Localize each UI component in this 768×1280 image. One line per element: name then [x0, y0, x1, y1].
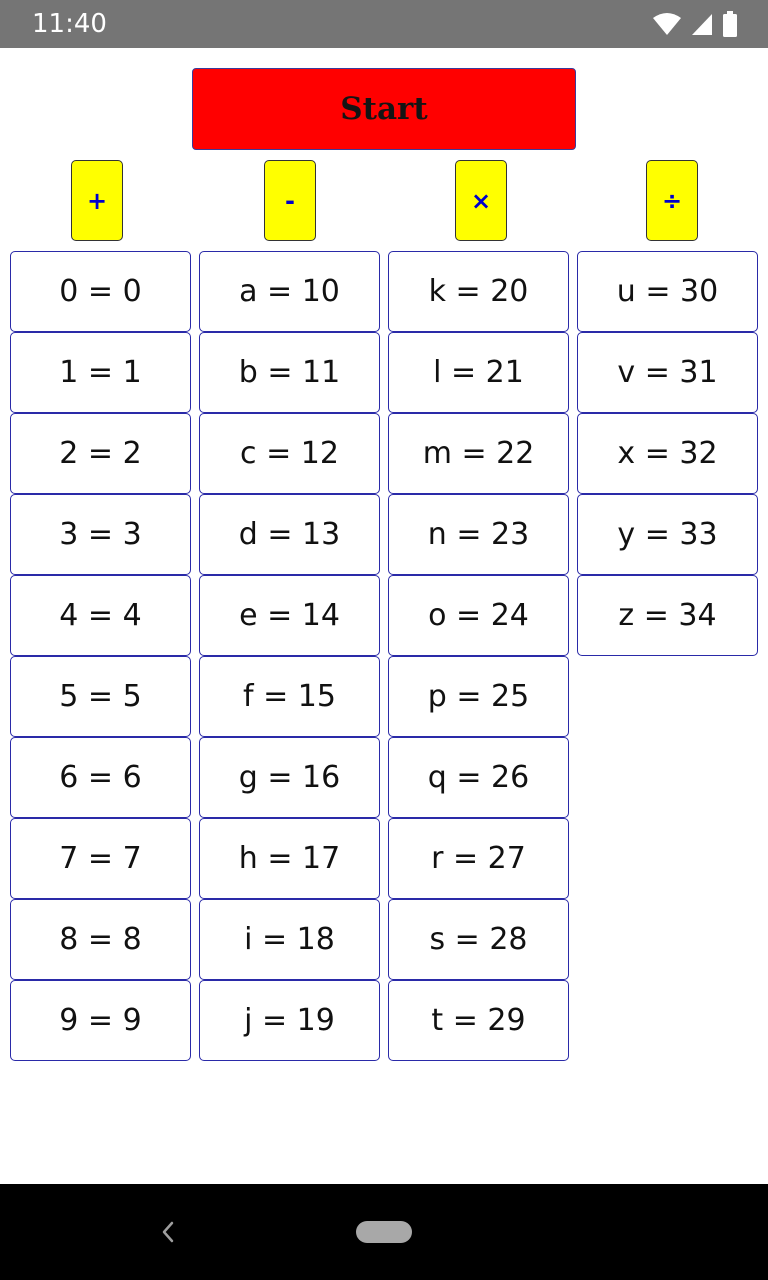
value-cell[interactable]: y = 33	[577, 494, 758, 575]
divide-button[interactable]: ÷	[646, 160, 698, 241]
value-cell[interactable]: b = 11	[199, 332, 380, 413]
value-cell[interactable]: c = 12	[199, 413, 380, 494]
back-icon[interactable]	[156, 1220, 180, 1244]
value-grid	[10, 251, 758, 1061]
value-cell[interactable]: p = 25	[388, 656, 569, 737]
value-cell[interactable]: f = 15	[199, 656, 380, 737]
value-cell[interactable]: q = 26	[388, 737, 569, 818]
status-time: 11:40	[32, 9, 107, 39]
value-cell[interactable]: a = 10	[199, 251, 380, 332]
plus-button[interactable]: +	[71, 160, 123, 241]
value-cell[interactable]: t = 29	[388, 980, 569, 1061]
value-cell[interactable]: 5 = 5	[10, 656, 191, 737]
value-cell[interactable]: m = 22	[388, 413, 569, 494]
signal-icon	[690, 12, 714, 36]
value-cell[interactable]: j = 19	[199, 980, 380, 1061]
value-cell[interactable]: 6 = 6	[10, 737, 191, 818]
value-cell[interactable]: 2 = 2	[10, 413, 191, 494]
value-cell[interactable]: l = 21	[388, 332, 569, 413]
status-bar	[0, 0, 768, 48]
value-cell[interactable]: s = 28	[388, 899, 569, 980]
status-icons	[652, 11, 738, 37]
value-cell[interactable]: 0 = 0	[10, 251, 191, 332]
value-cell[interactable]: d = 13	[199, 494, 380, 575]
value-cell[interactable]: u = 30	[577, 251, 758, 332]
home-icon[interactable]	[356, 1221, 412, 1243]
value-cell[interactable]: n = 23	[388, 494, 569, 575]
value-cell[interactable]: i = 18	[199, 899, 380, 980]
value-cell[interactable]: 9 = 9	[10, 980, 191, 1061]
value-cell[interactable]: k = 20	[388, 251, 569, 332]
wifi-icon	[652, 12, 682, 36]
multiply-button[interactable]: ×	[455, 160, 507, 241]
start-button[interactable]: Start	[192, 68, 576, 150]
value-cell[interactable]: o = 24	[388, 575, 569, 656]
value-cell[interactable]: r = 27	[388, 818, 569, 899]
value-cell[interactable]: g = 16	[199, 737, 380, 818]
value-cell[interactable]: z = 34	[577, 575, 758, 656]
value-cell[interactable]: 1 = 1	[10, 332, 191, 413]
value-cell[interactable]: 8 = 8	[10, 899, 191, 980]
value-cell[interactable]: v = 31	[577, 332, 758, 413]
value-cell[interactable]: h = 17	[199, 818, 380, 899]
value-cell[interactable]: e = 14	[199, 575, 380, 656]
value-cell[interactable]: 4 = 4	[10, 575, 191, 656]
value-cell[interactable]: 3 = 3	[10, 494, 191, 575]
battery-icon	[722, 11, 738, 37]
minus-button[interactable]: -	[264, 160, 316, 241]
value-cell[interactable]: x = 32	[577, 413, 758, 494]
value-cell[interactable]: 7 = 7	[10, 818, 191, 899]
